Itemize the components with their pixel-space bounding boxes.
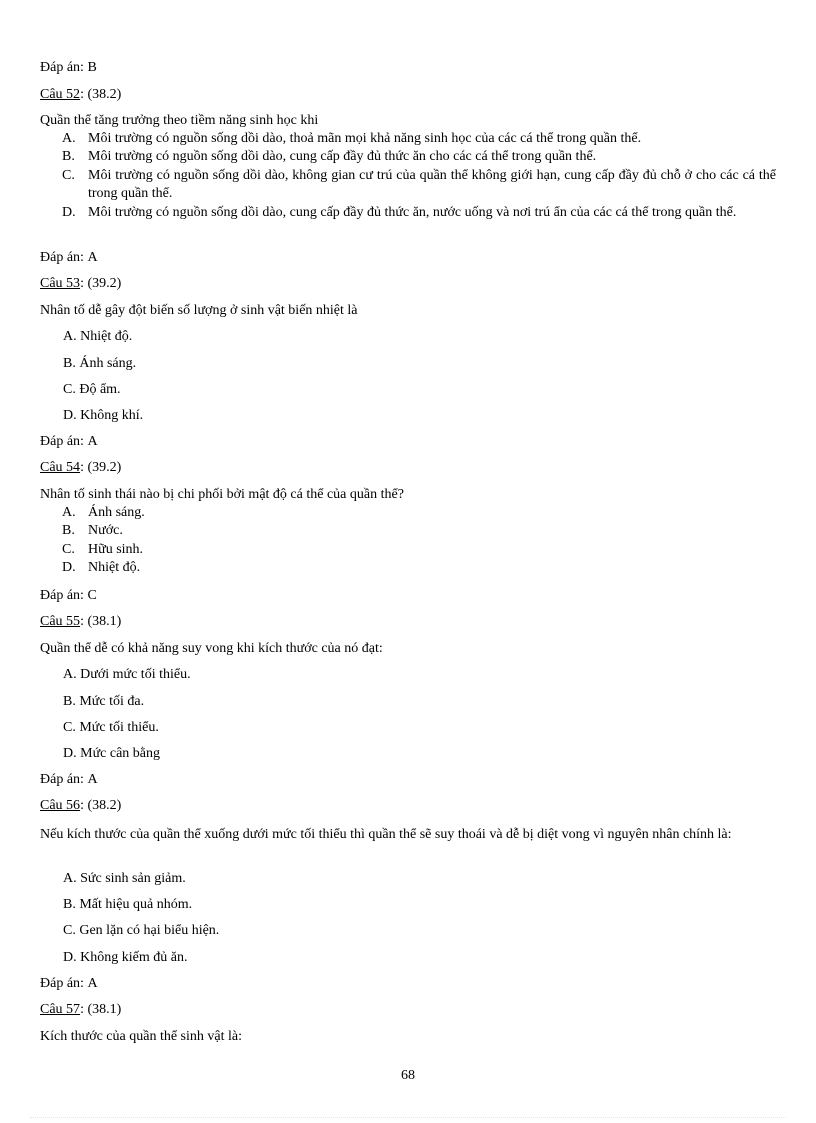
footer-divider [30, 1117, 786, 1118]
option [63, 382, 121, 398]
option [63, 694, 144, 710]
option-letter: A. [62, 131, 76, 146]
question-stem: Nhân tố dễ gây đột biến số lượng ở sinh vật biến nhiệt là [40, 303, 358, 318]
option [63, 950, 187, 966]
question-stem: Quần thể dễ có khả năng suy vong khi kích thước của nó đạt: [40, 641, 383, 656]
answer-value: A [87, 434, 98, 449]
question-label: Câu 56 [40, 798, 81, 813]
option-letter: D. [63, 950, 77, 965]
question-stem: Nếu kích thước của quần thể xuống dưới mức tối thiểu thì quần thể sẽ suy thoái và dễ bị diệt vong vì nguyên nhân chính là: [40, 827, 732, 842]
option-text: Sức sinh sản giảm. [80, 871, 186, 886]
question-label: Câu 57 [40, 1002, 81, 1017]
question-stem: Nhân tố sinh thái nào bị chi phối bởi mật độ cá thể của quần thể? [40, 487, 404, 502]
option [62, 560, 776, 575]
option-text: Ánh sáng. [88, 505, 145, 520]
answer-line [40, 250, 98, 266]
answer-prefix: Đáp án: [40, 250, 84, 265]
option-text: Mức tối thiểu. [79, 720, 159, 735]
option [63, 356, 136, 372]
question-label: Câu 55 [40, 614, 81, 629]
question-ref: : (38.1) [80, 614, 122, 629]
option-letter: C. [63, 923, 76, 938]
page-number: 68 [401, 1068, 415, 1083]
option [62, 505, 776, 520]
question-ref: : (38.2) [80, 798, 122, 813]
option-text: Ánh sáng. [79, 356, 137, 371]
option [63, 667, 191, 683]
option-text: Mức cân bằng [80, 746, 161, 761]
option [63, 329, 132, 345]
option [63, 746, 160, 762]
option-text: Hữu sinh. [88, 542, 144, 557]
option [62, 149, 776, 164]
option-letter: D. [62, 560, 76, 575]
option-letter: D. [62, 205, 76, 220]
answer-value: B [87, 60, 97, 75]
option-letter: B. [62, 523, 75, 538]
option-text: Dưới mức tối thiểu. [80, 667, 191, 682]
option-letter: B. [62, 149, 75, 164]
option-text: Môi trường có nguồn sống dồi dào, cung cấp đầy đủ thức ăn cho các cá thể trong quần thể. [88, 149, 597, 164]
answer-line [40, 60, 97, 76]
option [63, 923, 219, 939]
option-text: Môi trường có nguồn sống dồi dào, cung cấp đầy đủ thức ăn, nước uống và nơi trú ẩn của các cá thể trong quần thể. [88, 205, 737, 220]
answer-prefix: Đáp án: [40, 976, 84, 991]
option-letter: C. [62, 542, 75, 557]
answer-line [40, 588, 97, 604]
option-letter: A. [62, 505, 76, 520]
option [63, 871, 186, 887]
option-letter: C. [62, 168, 75, 183]
option-text: Môi trường có nguồn sống dồi dào, thoả mãn mọi khả năng sinh học của các cá thể trong quần thể. [88, 131, 642, 146]
question-ref: : (39.2) [80, 276, 122, 291]
question-header [40, 460, 121, 476]
option [62, 131, 776, 146]
option-letter: B. [63, 897, 76, 912]
question-ref: : (38.1) [80, 1002, 122, 1017]
answer-value: A [87, 250, 98, 265]
option [62, 523, 776, 538]
question-label: Câu 54 [40, 460, 81, 475]
question-header [40, 614, 121, 630]
option-letter: C. [63, 382, 76, 397]
answer-prefix: Đáp án: [40, 772, 84, 787]
option-letter: D. [63, 408, 77, 423]
option-text: Nước. [88, 523, 123, 538]
option-letter: B. [63, 694, 76, 709]
option-letter: D. [63, 746, 77, 761]
option [62, 204, 776, 222]
option-text: Nhiệt độ. [88, 560, 141, 575]
option-letter: A. [63, 667, 77, 682]
question-label: Câu 52 [40, 87, 81, 102]
question-header [40, 798, 121, 814]
option-text: Không khí. [80, 408, 144, 423]
answer-line [40, 976, 98, 992]
question-header [40, 276, 121, 292]
option [63, 408, 143, 424]
answer-prefix: Đáp án: [40, 434, 84, 449]
option-text: Mức tối đa. [79, 694, 145, 709]
answer-line [40, 434, 98, 450]
question-header [40, 1002, 121, 1018]
answer-prefix: Đáp án: [40, 588, 84, 603]
option-text: Gen lặn có hại biểu hiện. [79, 923, 220, 938]
question-header [40, 87, 121, 103]
answer-value: A [87, 772, 98, 787]
answer-value: A [87, 976, 98, 991]
option-letter: B. [63, 356, 76, 371]
option-text: Độ ẩm. [79, 382, 121, 397]
question-ref: : (39.2) [80, 460, 122, 475]
answer-line [40, 772, 98, 788]
option-text: Mất hiệu quả nhóm. [79, 897, 193, 912]
question-ref: : (38.2) [80, 87, 122, 102]
option-letter: A. [63, 871, 77, 886]
option [63, 720, 159, 736]
question-label: Câu 53 [40, 276, 81, 291]
option-text: Không kiếm đủ ăn. [80, 950, 188, 965]
option [62, 167, 776, 203]
option [62, 542, 776, 557]
answer-prefix: Đáp án: [40, 60, 84, 75]
option-letter: A. [63, 329, 77, 344]
question-stem: Kích thước của quần thể sinh vật là: [40, 1029, 242, 1044]
option-text: Nhiệt độ. [80, 329, 133, 344]
answer-value: C [87, 588, 97, 603]
option [63, 897, 192, 913]
question-stem: Quần thể tăng trưởng theo tiềm năng sinh học khi [40, 113, 319, 128]
option-text: Môi trường có nguồn sống dồi dào, không gian cư trú của quần thể không giới hạn, cung cấp đầy đủ chỗ ở cho các cá thể trong quần thể. [88, 168, 776, 201]
option-letter: C. [63, 720, 76, 735]
